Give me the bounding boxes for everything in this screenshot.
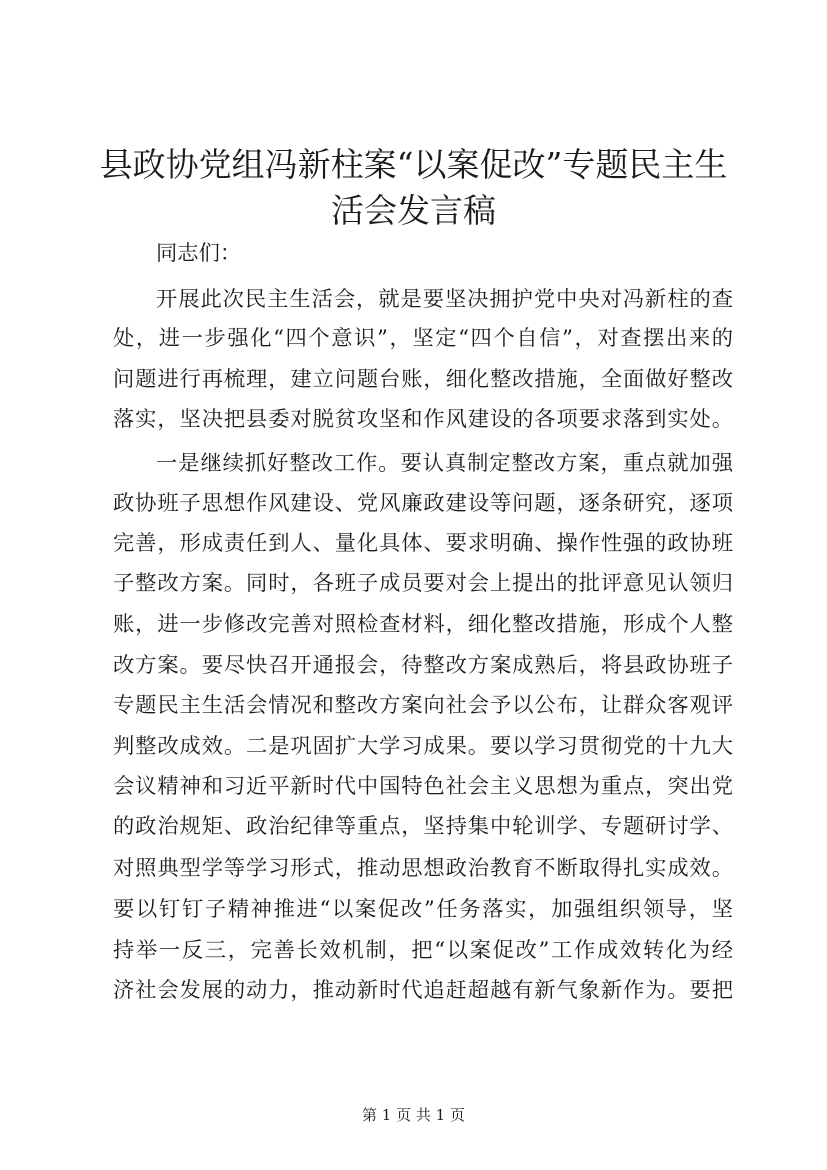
salutation: 同志们： [156, 241, 242, 266]
body-line: 判整改成效。二是巩固扩大学习成果。要以学习贯彻党的十九大 [113, 734, 733, 759]
body-line: 处，进一步强化“四个意识”，坚定“四个自信”，对查摆出来的 [113, 326, 733, 351]
body-line: 专题民主生活会情况和整改方案向社会予以公布，让群众客观评 [113, 693, 733, 718]
body-line: 落实，坚决把县委对脱贫攻坚和作风建设的各项要求落到实处。 [113, 407, 733, 432]
body-line: 对照典型学等学习形式，推动思想政治教育不断取得扎实成效。 [113, 856, 733, 881]
body-line: 开展此次民主生活会，就是要坚决拥护党中央对冯新柱的查 [156, 287, 733, 312]
body-line: 一是继续抓好整改工作。要认真制定整改方案，重点就加强 [156, 451, 733, 476]
body-line: 要以钉钉子精神推进“以案促改”任务落实，加强组织领导，坚 [113, 897, 733, 922]
body-line: 子整改方案。同时，各班子成员要对会上提出的批评意见认领归 [113, 571, 733, 596]
body-line: 济社会发展的动力，推动新时代追赶超越有新气象新作为。要把 [113, 978, 733, 1003]
body-line: 持举一反三，完善长效机制，把“以案促改”工作成效转化为经 [113, 938, 733, 963]
page-footer: 第 1 页 共 1 页 [362, 1106, 465, 1124]
document-title-line-2: 活会发言稿 [331, 191, 496, 230]
body-line: 账，进一步修改完善对照检查材料，细化整改措施，形成个人整 [113, 612, 733, 637]
body-line: 改方案。要尽快召开通报会，待整改方案成熟后，将县政协班子 [113, 653, 733, 678]
body-line: 问题进行再梳理，建立问题台账，细化整改措施，全面做好整改 [113, 367, 733, 392]
document-title-line-1: 县政协党组冯新柱案“以案促改”专题民主生 [99, 145, 728, 184]
body-line: 会议精神和习近平新时代中国特色社会主义思想为重点，突出党 [113, 774, 733, 799]
body-line: 完善，形成责任到人、量化具体、要求明确、操作性强的政协班 [113, 531, 733, 556]
body-line: 的政治规矩、政治纪律等重点，坚持集中轮训学、专题研讨学、 [113, 814, 733, 839]
body-line: 政协班子思想作风建设、党风廉政建设等问题，逐条研究，逐项 [113, 491, 733, 516]
